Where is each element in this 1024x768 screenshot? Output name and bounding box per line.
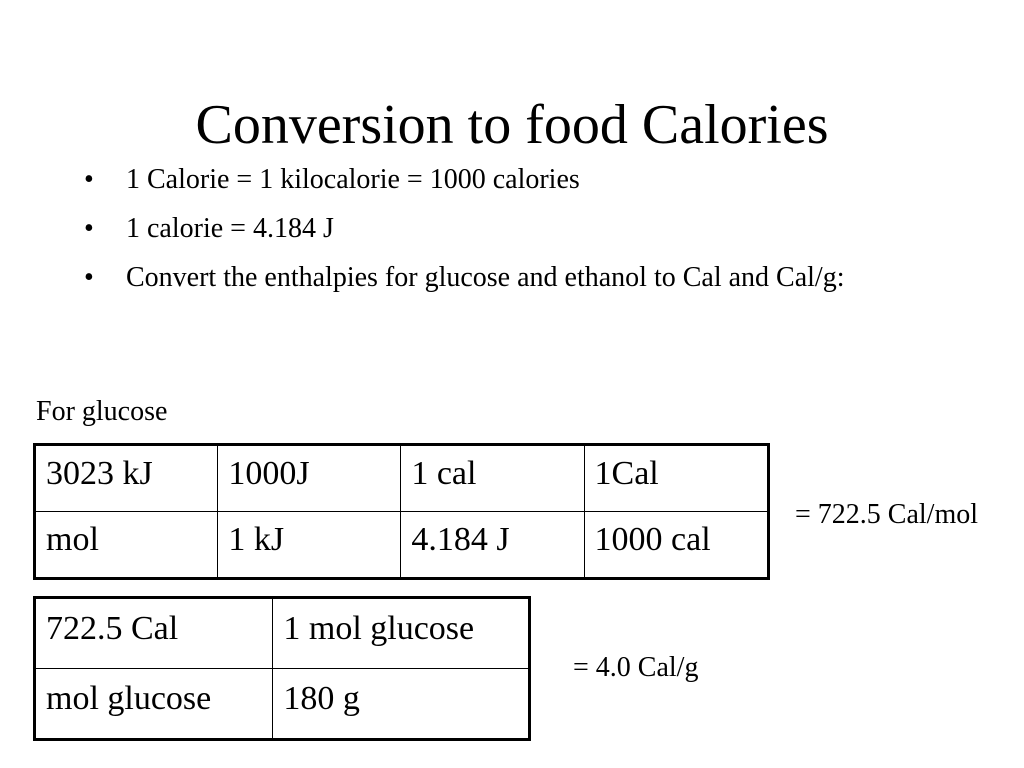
table-row: [35, 598, 530, 669]
conversion-table-cal: [33, 596, 531, 741]
table-cell: 722.5 Cal: [35, 598, 273, 669]
table-cell: 1000J: [218, 445, 401, 512]
table-cell: mol glucose: [35, 669, 273, 740]
table-row: [35, 669, 530, 740]
slide-title: Conversion to food Calories: [195, 94, 829, 156]
bullet-item: [84, 262, 954, 294]
table-cell: 1 cal: [401, 445, 584, 512]
bullet-item: [84, 164, 954, 196]
bullet-text: 1 calorie = 4.184 J: [126, 213, 334, 244]
bullet-dot-icon: •: [84, 262, 94, 293]
table-cell: 1 kJ: [218, 512, 401, 579]
conversion-table-kj: [33, 443, 770, 580]
table-cell: 4.184 J: [401, 512, 584, 579]
section-label-glucose: For glucose: [36, 396, 168, 427]
bullet-list: [84, 164, 954, 311]
table-cell: 180 g: [273, 669, 530, 740]
table-cell: mol: [35, 512, 218, 579]
bullet-item: [84, 213, 954, 245]
table-row: [35, 512, 769, 579]
bullet-dot-icon: •: [84, 164, 94, 195]
table-cell: 1 mol glucose: [273, 598, 530, 669]
table-cell: 1Cal: [584, 445, 768, 512]
bullet-dot-icon: •: [84, 213, 94, 244]
table-cell: 1000 cal: [584, 512, 768, 579]
bullet-text: Convert the enthalpies for glucose and ethanol to Cal and Cal/g:: [126, 262, 845, 293]
result-cal-per-mol: = 722.5 Cal/mol: [795, 499, 979, 530]
bullet-text: 1 Calorie = 1 kilocalorie = 1000 calories: [126, 164, 580, 195]
table-row: [35, 445, 769, 512]
table-cell: 3023 kJ: [35, 445, 218, 512]
result-cal-per-gram: = 4.0 Cal/g: [573, 652, 699, 683]
